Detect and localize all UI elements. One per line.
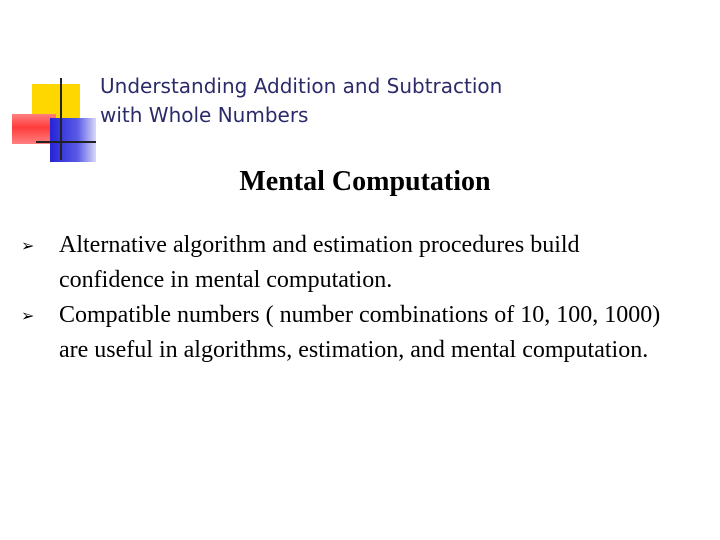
header-title-line-1: Understanding Addition and Subtraction: [100, 74, 503, 98]
header-title-line-2: with Whole Numbers: [100, 103, 309, 127]
header-title: [100, 72, 660, 130]
bullet-item: [0, 298, 720, 368]
bullet-text: Alternative algorithm and estimation procedures build confidence in mental computation.: [59, 232, 580, 293]
logo-vertical-line: [60, 78, 62, 160]
bullet-list: [0, 228, 720, 368]
arrowhead-bullet-icon: ➢: [21, 236, 35, 255]
logo-horizontal-line: [36, 141, 96, 143]
arrowhead-bullet-icon: ➢: [21, 306, 35, 325]
logo-blue-square: [50, 118, 96, 162]
section-title: Mental Computation: [239, 166, 491, 197]
bullet-text: Compatible numbers ( number combinations of 10, 100, 1000) are useful in algorithms, estimation, and mental computation.: [59, 302, 661, 363]
bullet-item: [0, 228, 720, 298]
